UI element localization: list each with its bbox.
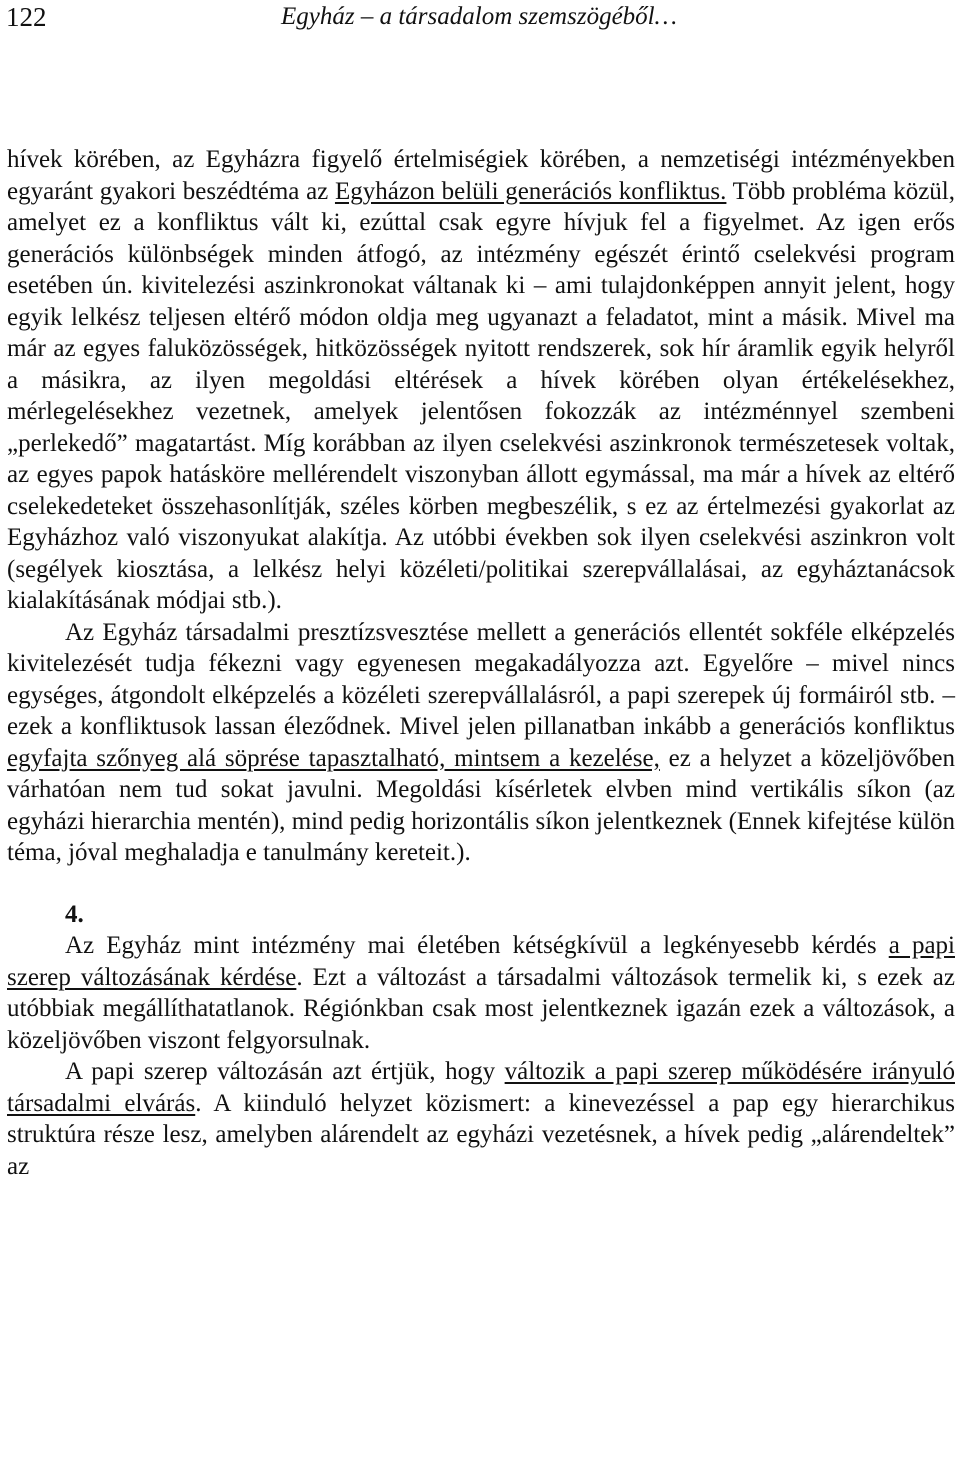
paragraph-4-underlined: változik a papi szerep működésére irányuló társadalmi elvárás	[7, 1058, 955, 1117]
paragraph-3-text-a: Az Egyház mint intézmény mai életében kétségkívül a legkényesebb kérdés	[65, 932, 889, 959]
paragraph-3	[7, 930, 955, 1056]
paragraph-2-underlined: egyfajta szőnyeg alá söprése tapasztalható, mintsem a kezelése,	[7, 744, 660, 772]
section-number: 4.	[65, 900, 84, 928]
page-header	[0, 0, 960, 40]
paragraph-3-text-b: . Ezt a változást a társadalmi változások termelik ki, s ezek az utóbbiak megállíthatatlanok. Régiónkban csak most jelentkeznek igazán ezek a változások, a közeljövőben viszont felgyorsulnak.	[7, 963, 955, 1054]
paragraph-4-text-b: . A kiinduló helyzet közismert: a kinevezéssel a pap egy hierarchikus struktúra része lesz, amelyben alárendelt az egyházi vezetésnek, a hívek pedig „alárendeltek” az	[7, 1089, 955, 1180]
page-number: 122	[6, 2, 47, 32]
paragraph-1-text-a: hívek körében, az Egyházra figyelő értelmiségiek körében, a nemzetiségi intézményekben egyaránt gyakori beszédtéma az	[7, 146, 955, 205]
paragraph-1	[7, 144, 955, 617]
paragraph-2-text-b: ez a helyzet a közeljövőben várhatóan nem tud sokat javulni. Megoldási kísérletek elvben mind vertikális síkon (az egyházi hierarchia mentén), mind pedig horizontális síkon jelentkeznek (Ennek kifejtése külön téma, jóval meghaladja e tanulmány kereteit.).	[7, 744, 955, 866]
body-text	[7, 144, 955, 1182]
paragraph-3-underlined: a papi szerep változásának kérdése	[7, 932, 955, 991]
paragraph-1-text-b: Több probléma közül, amelyet ez a konfliktus vált ki, ezúttal csak egyre hívjuk fel a figyelmet. Az igen erős generációs különbségek minden átfogó, az intézmény egészét érintő cselekvési program esetében ún. kivitelezési aszinkronokat váltanak ki – ami tulajdonképpen annyit jelent, hogy egyik lelkész teljesen eltérő módon oldja meg ugyanazt a feladatot, mint a másik. Mivel ma már az egyes faluközösségek, hitközösségek nyitott rendszerek, sok hír áramlik egyik helyről a másikra, az ilyen megoldási eltérések a hívek körében olyan értékelésekhez, mérlegelésekhez vezetnek, amelyek jelentősen fokozzák az intézménnyel szembeni „perlekedő” magatartást. Míg korábban az ilyen cselekvési aszinkronok természetesek voltak, az egyes papok hatásköre mellérendelt viszonyban állott egymással, ma már a hívek az eltérő cselekedeteket összehasonlítják, széles körben megbeszélik, s ez az értelmezési gyakorlat az Egyházhoz való viszonyukat alakítja. Az utóbbi években sok ilyen cselekvési aszinkron volt (segélyek kiosztása, a lelkész helyi közéleti/politikai szerepvállalásai, az egyháztanácsok kialakításának módjai stb.).	[7, 177, 955, 614]
paragraph-1-underlined: Egyházon belüli generációs konfliktus.	[334, 177, 727, 205]
paragraph-4-text-a: A papi szerep változásán azt értjük, hogy	[65, 1058, 505, 1085]
paragraph-2-text-a: Az Egyház társadalmi presztízsvesztése mellett a generációs ellentét sokféle elképzelés kivitelezését tudja fékezni vagy egyenesen megakadályozza azt. Egyelőre – mivel nincs egységes, átgondolt elképzelés a közéleti szerepvállalásról, a papi szerepek új formáiról stb. – ezek a konfliktusok lassan éleződnek. Mivel jelen pillanatban inkább a generációs konfliktus	[7, 618, 955, 740]
running-head: Egyház – a társadalom szemszögéből…	[281, 3, 677, 30]
paragraph-2	[7, 617, 955, 869]
paragraph-4	[7, 1056, 955, 1182]
